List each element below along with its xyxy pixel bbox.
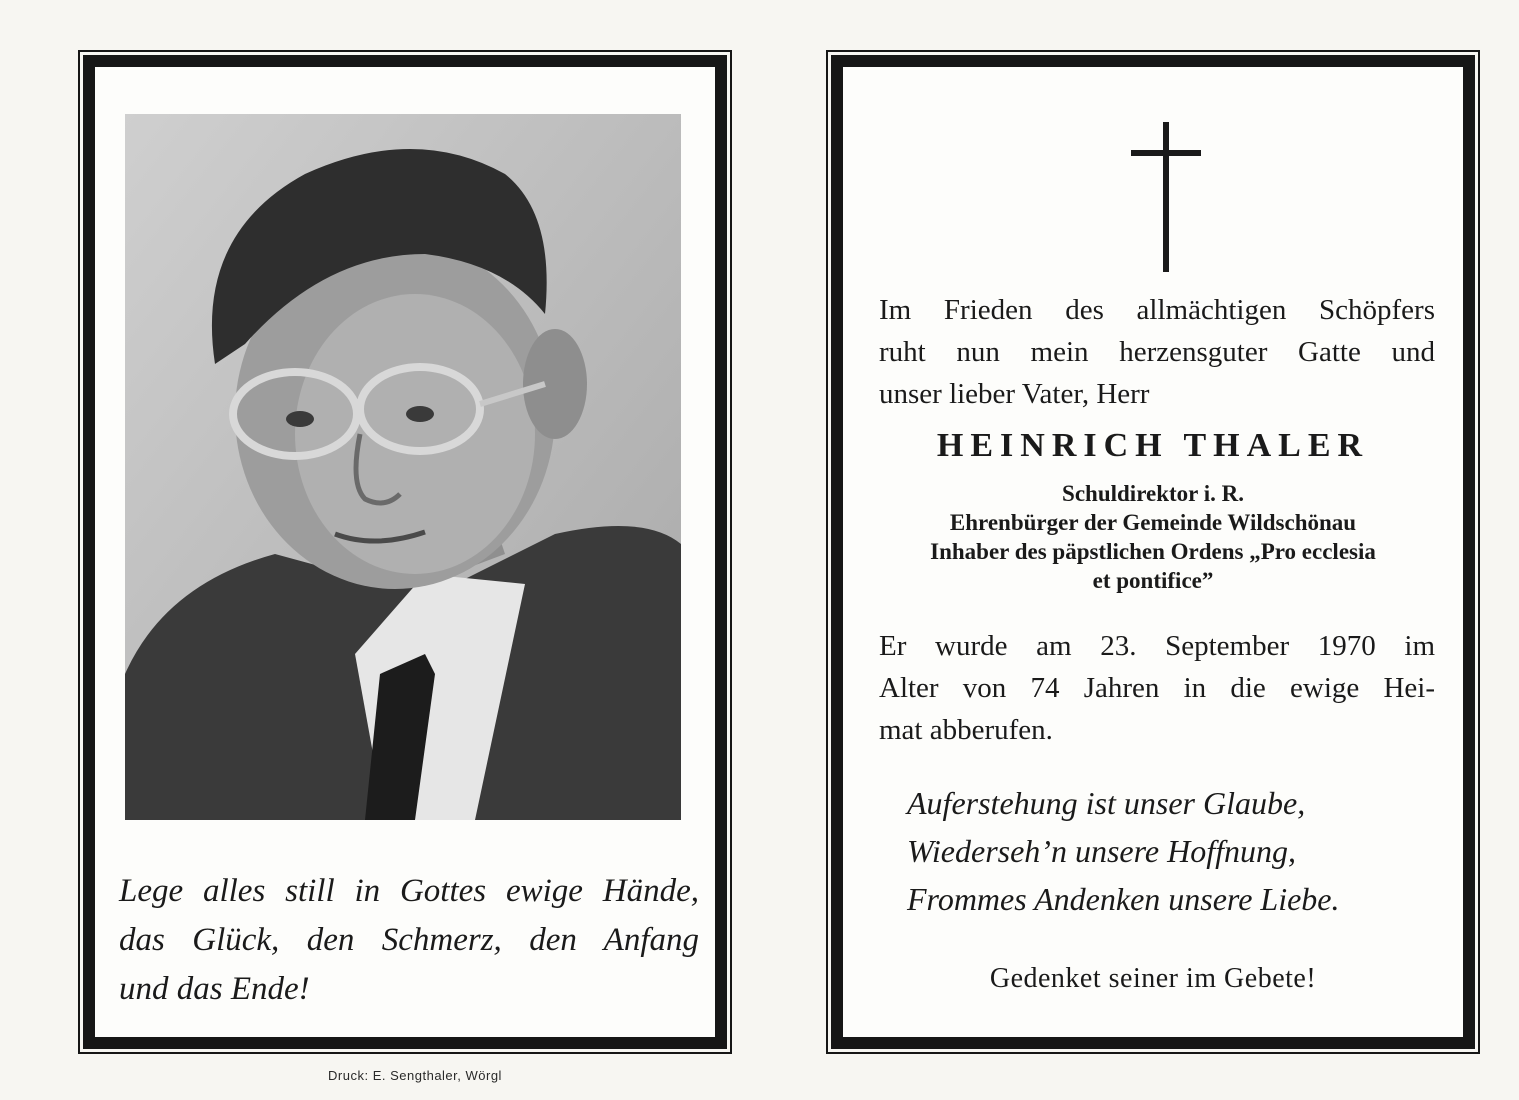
motto-line-1: Auferstehung ist unser Glaube, [907,785,1306,821]
title-line-3: Inhaber des päpstlichen Ordens „Pro ecclesia [930,539,1376,564]
deceased-name: HEINRICH THALER [936,427,1370,464]
cross-icon [1131,122,1201,272]
title-line-1: Schuldirektor i. R. [1062,481,1244,506]
portrait-illustration [125,114,681,820]
verse-line-2: das Glück, den Schmerz, den Anfang [119,922,699,958]
intro-line-1: Im Frieden des allmächtigen Schöpfers [879,294,1435,326]
notice-line-1: Er wurde am 23. September 1970 im [879,630,1435,662]
portrait-photo [125,114,681,820]
death-notice [879,625,1435,751]
printer-imprint: Druck: E. Sengthaler, Wörgl [328,1068,502,1083]
notice-line-3: mat abberufen. [879,714,1053,746]
intro-text [879,289,1435,415]
motto-line-3: Frommes Andenken unsere Liebe. [907,881,1340,917]
motto [907,779,1447,923]
honorary-titles [843,479,1463,595]
title-line-4: et pontifice” [1092,568,1214,593]
verse-line-1: Lege alles still in Gottes ewige Hände, [119,873,699,909]
closing-prayer: Gedenket seiner im Gebete! [989,963,1317,994]
motto-line-2: Wiederseh’n unsere Hoffnung, [907,833,1296,869]
obituary-card [831,55,1475,1049]
verse-line-3: und das Ende! [119,971,310,1007]
intro-line-2: ruht nun mein herzensguter Gatte und [879,336,1435,368]
portrait-card [83,55,727,1049]
left-verse [119,867,699,1014]
title-line-2: Ehrenbürger der Gemeinde Wildschönau [949,510,1357,535]
notice-line-2: Alter von 74 Jahren in die ewige Hei- [879,672,1435,704]
intro-line-3: unser lieber Vater, Herr [879,378,1150,410]
